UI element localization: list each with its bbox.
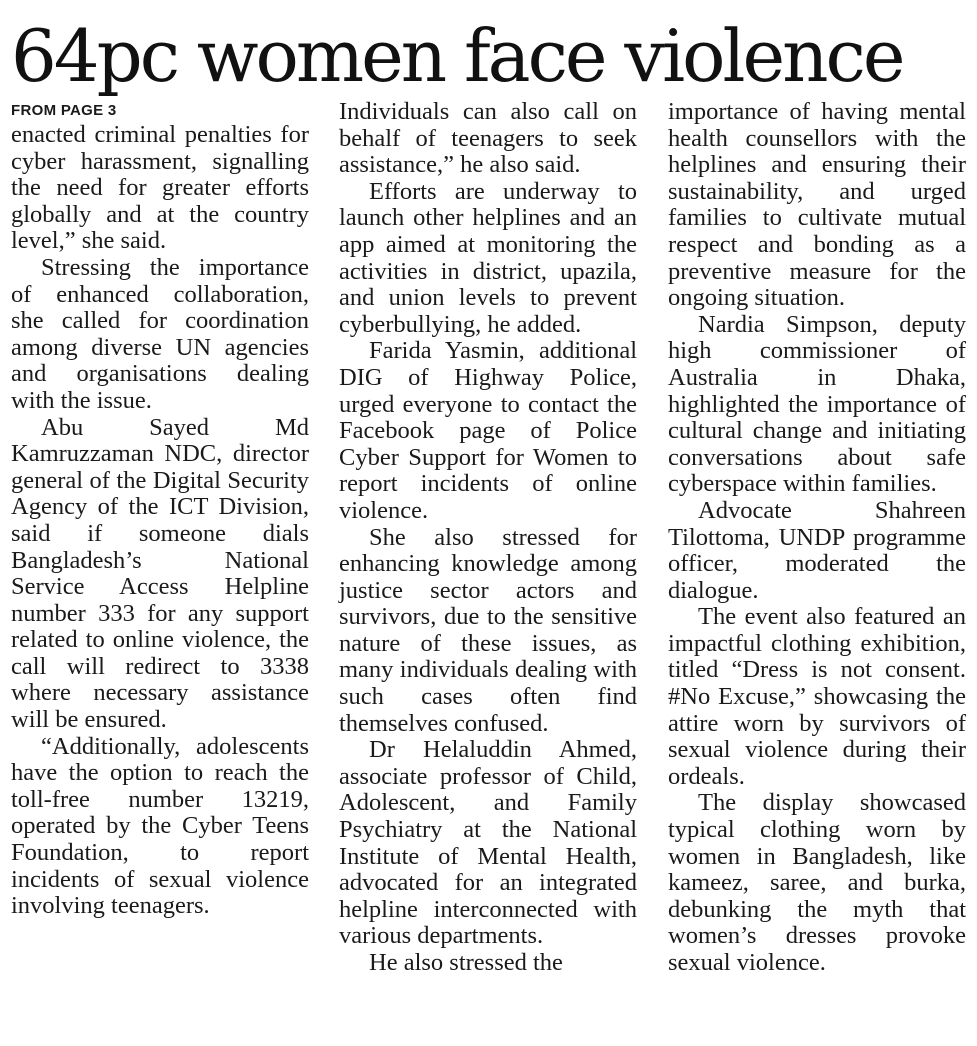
article-paragraph: importance of having mental health counsellors with the helplines and ensuring their sustainability, and urged families to cultivate mutual respect and bonding as a preventive measure for the ongoing situation. [668,98,966,312]
headline: 64pc women face violence [11,14,903,98]
article-paragraph: Efforts are underway to launch other helplines and an app aimed at monitoring the activities in district, upazila, and union levels to prevent cyberbullying, he added. [339,177,637,338]
article-paragraph: She also stressed for enhancing knowledge among justice sector actors and survivors, due to the sensitive nature of these issues, as many individuals dealing with such cases often find themselves confused. [339,523,637,737]
article-column-1 [11,99,309,920]
article-paragraph: Abu Sayed Md Kamruzzaman NDC, director general of the Digital Security Agency of the ICT Division, said if someone dials Bangladesh’s National Service Access Helpline number 333 for any support related to online violence, the call will redirect to 3338 where necessary assistance will be ensured. [11,413,309,734]
article-paragraph: The event also featured an impactful clothing exhibition, titled “Dress is not consent. #No Excuse,” showcasing the attire worn by survivors of sexual violence during their ordeals. [668,603,966,790]
article-column-3 [668,99,966,977]
continuation-kicker: FROM PAGE 3 [11,102,117,119]
article-body [11,99,969,1039]
article-paragraph: He also stressed the [369,949,563,976]
article-column-2 [339,99,637,977]
article-paragraph: Nardia Simpson, deputy high commissioner of Australia in Dhaka, highlighted the importance of cultural change and initiating conversations about safe cyberspace within families. [668,310,966,498]
article-paragraph: Advocate Shahreen Tilottoma, UNDP programme officer, moderated the dialogue. [668,496,966,604]
article-paragraph: enacted criminal penalties for cyber harassment, signalling the need for greater efforts globally and at the country level,” she said. [11,121,309,255]
article-paragraph: Individuals can also call on behalf of teenagers to seek assistance,” he also said. [339,98,637,179]
article-paragraph: Dr Helaluddin Ahmed, associate professor of Child, Adolescent, and Family Psychiatry at the National Institute of Mental Health, advocated for an integrated helpline interconnected with various departments. [339,736,637,950]
article-paragraph: “Additionally, adolescents have the option to reach the toll-free number 13219, operated by the Cyber Teens Foundation, to report incidents of sexual violence involving teenagers. [11,732,309,920]
article-paragraph: Stressing the importance of enhanced collaboration, she called for coordination among diverse UN agencies and organisations dealing with the issue. [11,253,309,414]
article-paragraph: The display showcased typical clothing worn by women in Bangladesh, like kameez, saree, and burka, debunking the myth that women’s dresses provoke sexual violence. [668,789,966,976]
article-paragraph: Farida Yasmin, additional DIG of Highway Police, urged everyone to contact the Facebook page of Police Cyber Support for Women to report incidents of online violence. [339,337,637,524]
